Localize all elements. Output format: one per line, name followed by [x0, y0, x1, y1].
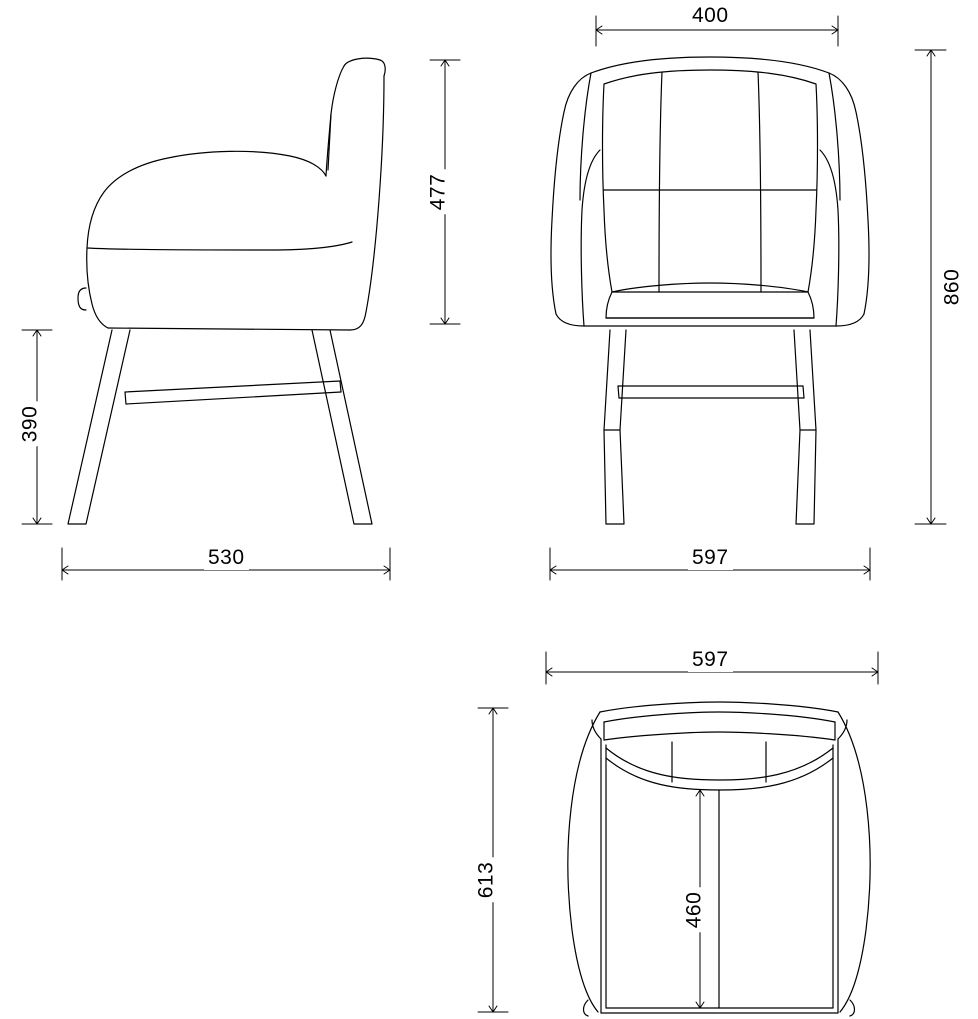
- dim-label-plan-width-597: 597: [688, 648, 733, 672]
- dim-label-front-inner-width-400: 400: [688, 4, 733, 28]
- dim-label-side-height-477: 477: [426, 170, 450, 215]
- dim-label-front-total-height-860: 860: [940, 265, 964, 310]
- dim-label-side-depth-530: 530: [204, 546, 249, 570]
- dim-label-side-seat-height-390: 390: [18, 402, 42, 447]
- dim-label-plan-seat-depth-460: 460: [682, 888, 706, 933]
- dim-label-plan-depth-613: 613: [474, 858, 498, 903]
- front-elevation-view: [551, 57, 869, 524]
- side-elevation-view: [68, 58, 385, 524]
- dim-label-front-total-width-597: 597: [688, 546, 733, 570]
- top-plan-view: [568, 702, 870, 1016]
